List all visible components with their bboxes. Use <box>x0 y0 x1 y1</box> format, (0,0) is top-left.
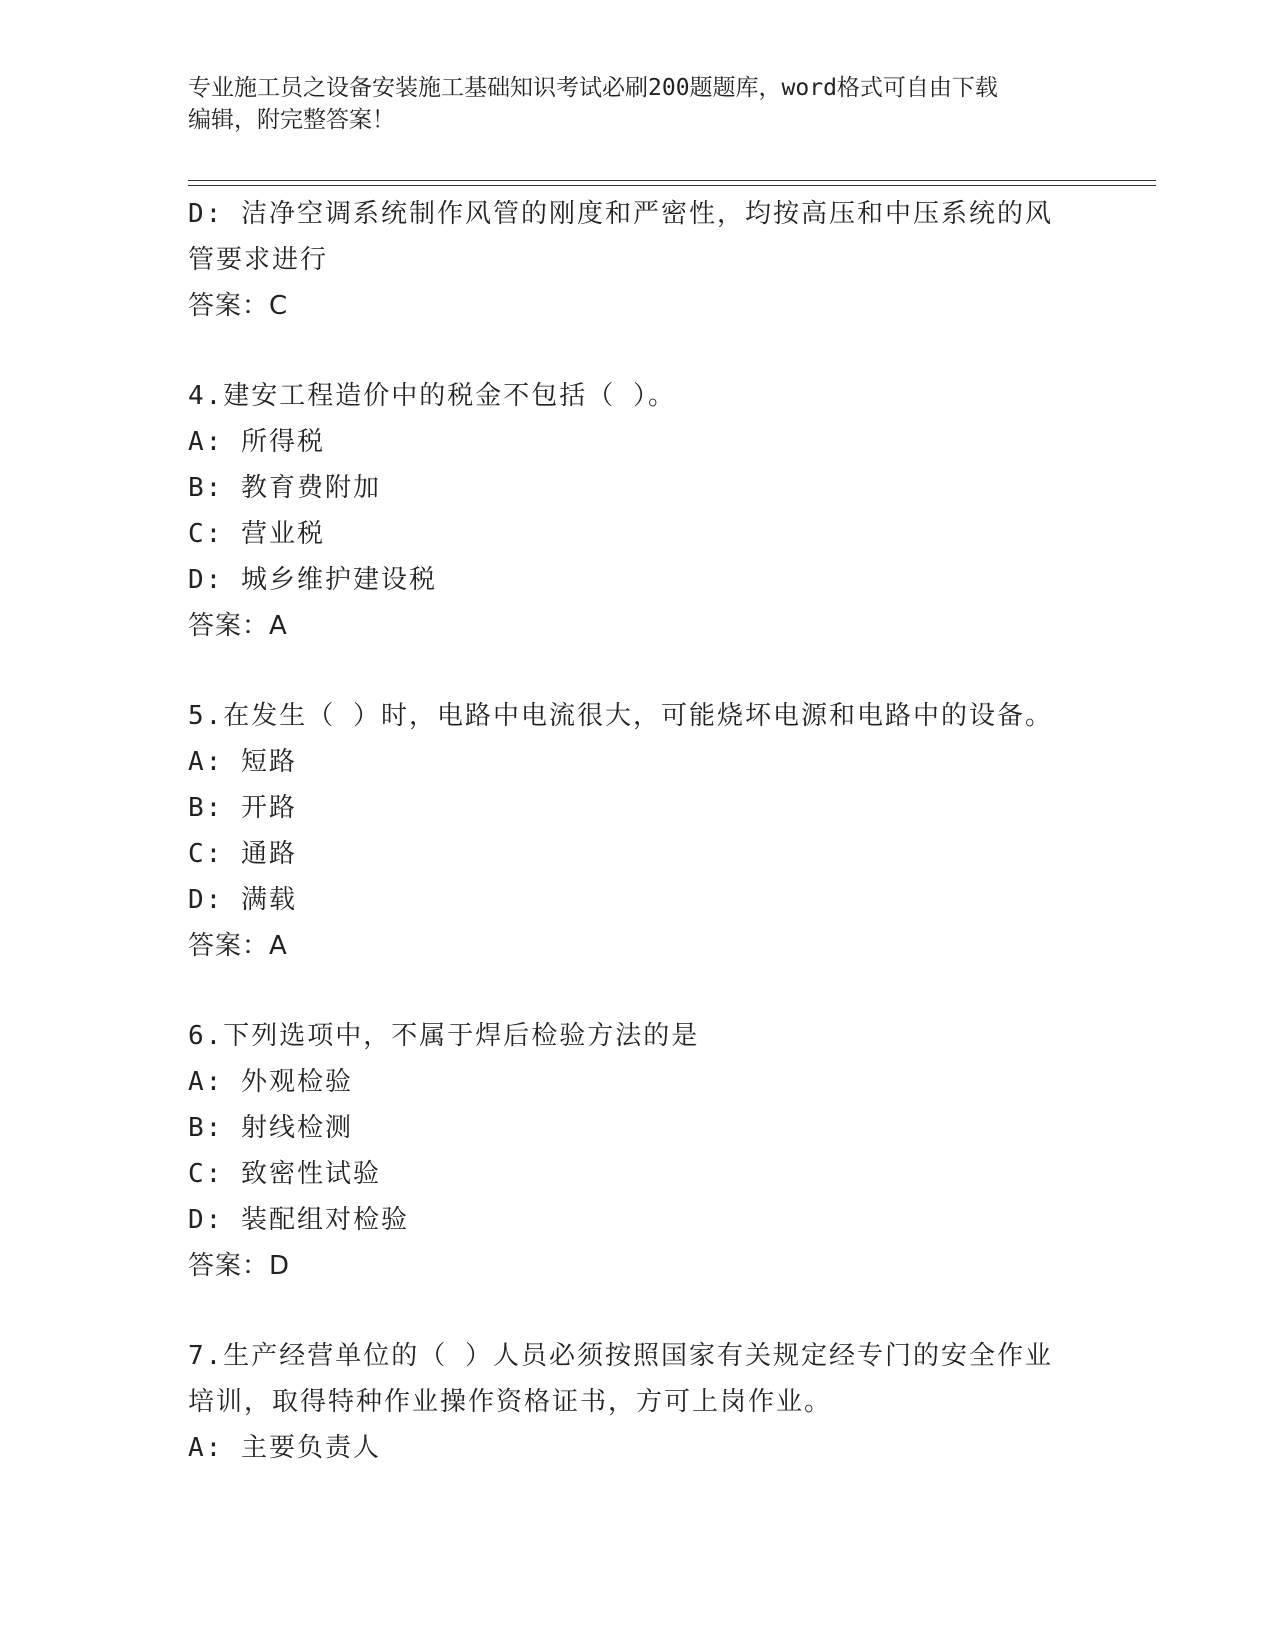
question-stem-continued: 培训，取得特种作业操作资格证书，方可上岗作业。 <box>188 1387 833 1417</box>
question-stem: 5.在发生（ ）时，电路中电流很大，可能烧坏电源和电路中的设备。 <box>188 701 1053 731</box>
header-title-line-2: 编辑，附完整答案！ <box>188 107 395 133</box>
question-6 <box>188 1013 1088 1289</box>
option-b: B: 射线检测 <box>188 1113 353 1143</box>
spacer <box>188 969 1088 1013</box>
question-3-fragment <box>188 191 1088 329</box>
spacer <box>188 1289 1088 1333</box>
option-b: B: 教育费附加 <box>188 473 381 503</box>
header-divider-top <box>188 180 1156 181</box>
option-a: A: 短路 <box>188 747 297 777</box>
option-d-continued: 管要求进行 <box>188 245 329 275</box>
option-a: A: 外观检验 <box>188 1067 353 1097</box>
question-5 <box>188 693 1088 969</box>
option-d: D: 洁净空调系统制作风管的刚度和严密性，均按高压和中压系统的风 <box>188 199 1053 229</box>
document-body <box>188 191 1088 1471</box>
answer: 答案：D <box>188 1251 291 1281</box>
option-a: A: 所得税 <box>188 427 325 457</box>
option-d: D: 城乡维护建设税 <box>188 565 437 595</box>
option-b: B: 开路 <box>188 793 297 823</box>
question-stem: 7.生产经营单位的（ ）人员必须按照国家有关规定经专门的安全作业 <box>188 1341 1053 1371</box>
header-title-line-1: 专业施工员之设备安装施工基础知识考试必刷200题题库，word格式可自由下载 <box>188 75 998 101</box>
question-7 <box>188 1333 1088 1471</box>
answer: 答案：C <box>188 291 289 321</box>
spacer <box>188 649 1088 693</box>
option-d: D: 装配组对检验 <box>188 1205 409 1235</box>
document-header <box>188 72 1088 136</box>
question-stem: 4.建安工程造价中的税金不包括（ ）。 <box>188 381 676 411</box>
option-c: C: 营业税 <box>188 519 325 549</box>
answer: 答案：A <box>188 611 288 641</box>
option-a: A: 主要负责人 <box>188 1433 381 1463</box>
option-c: C: 致密性试验 <box>188 1159 381 1189</box>
answer: 答案：A <box>188 931 288 961</box>
spacer <box>188 329 1088 373</box>
option-d: D: 满载 <box>188 885 297 915</box>
question-stem: 6.下列选项中，不属于焊后检验方法的是 <box>188 1021 700 1051</box>
question-4 <box>188 373 1088 649</box>
header-divider-bottom <box>188 185 1156 186</box>
option-c: C: 通路 <box>188 839 297 869</box>
